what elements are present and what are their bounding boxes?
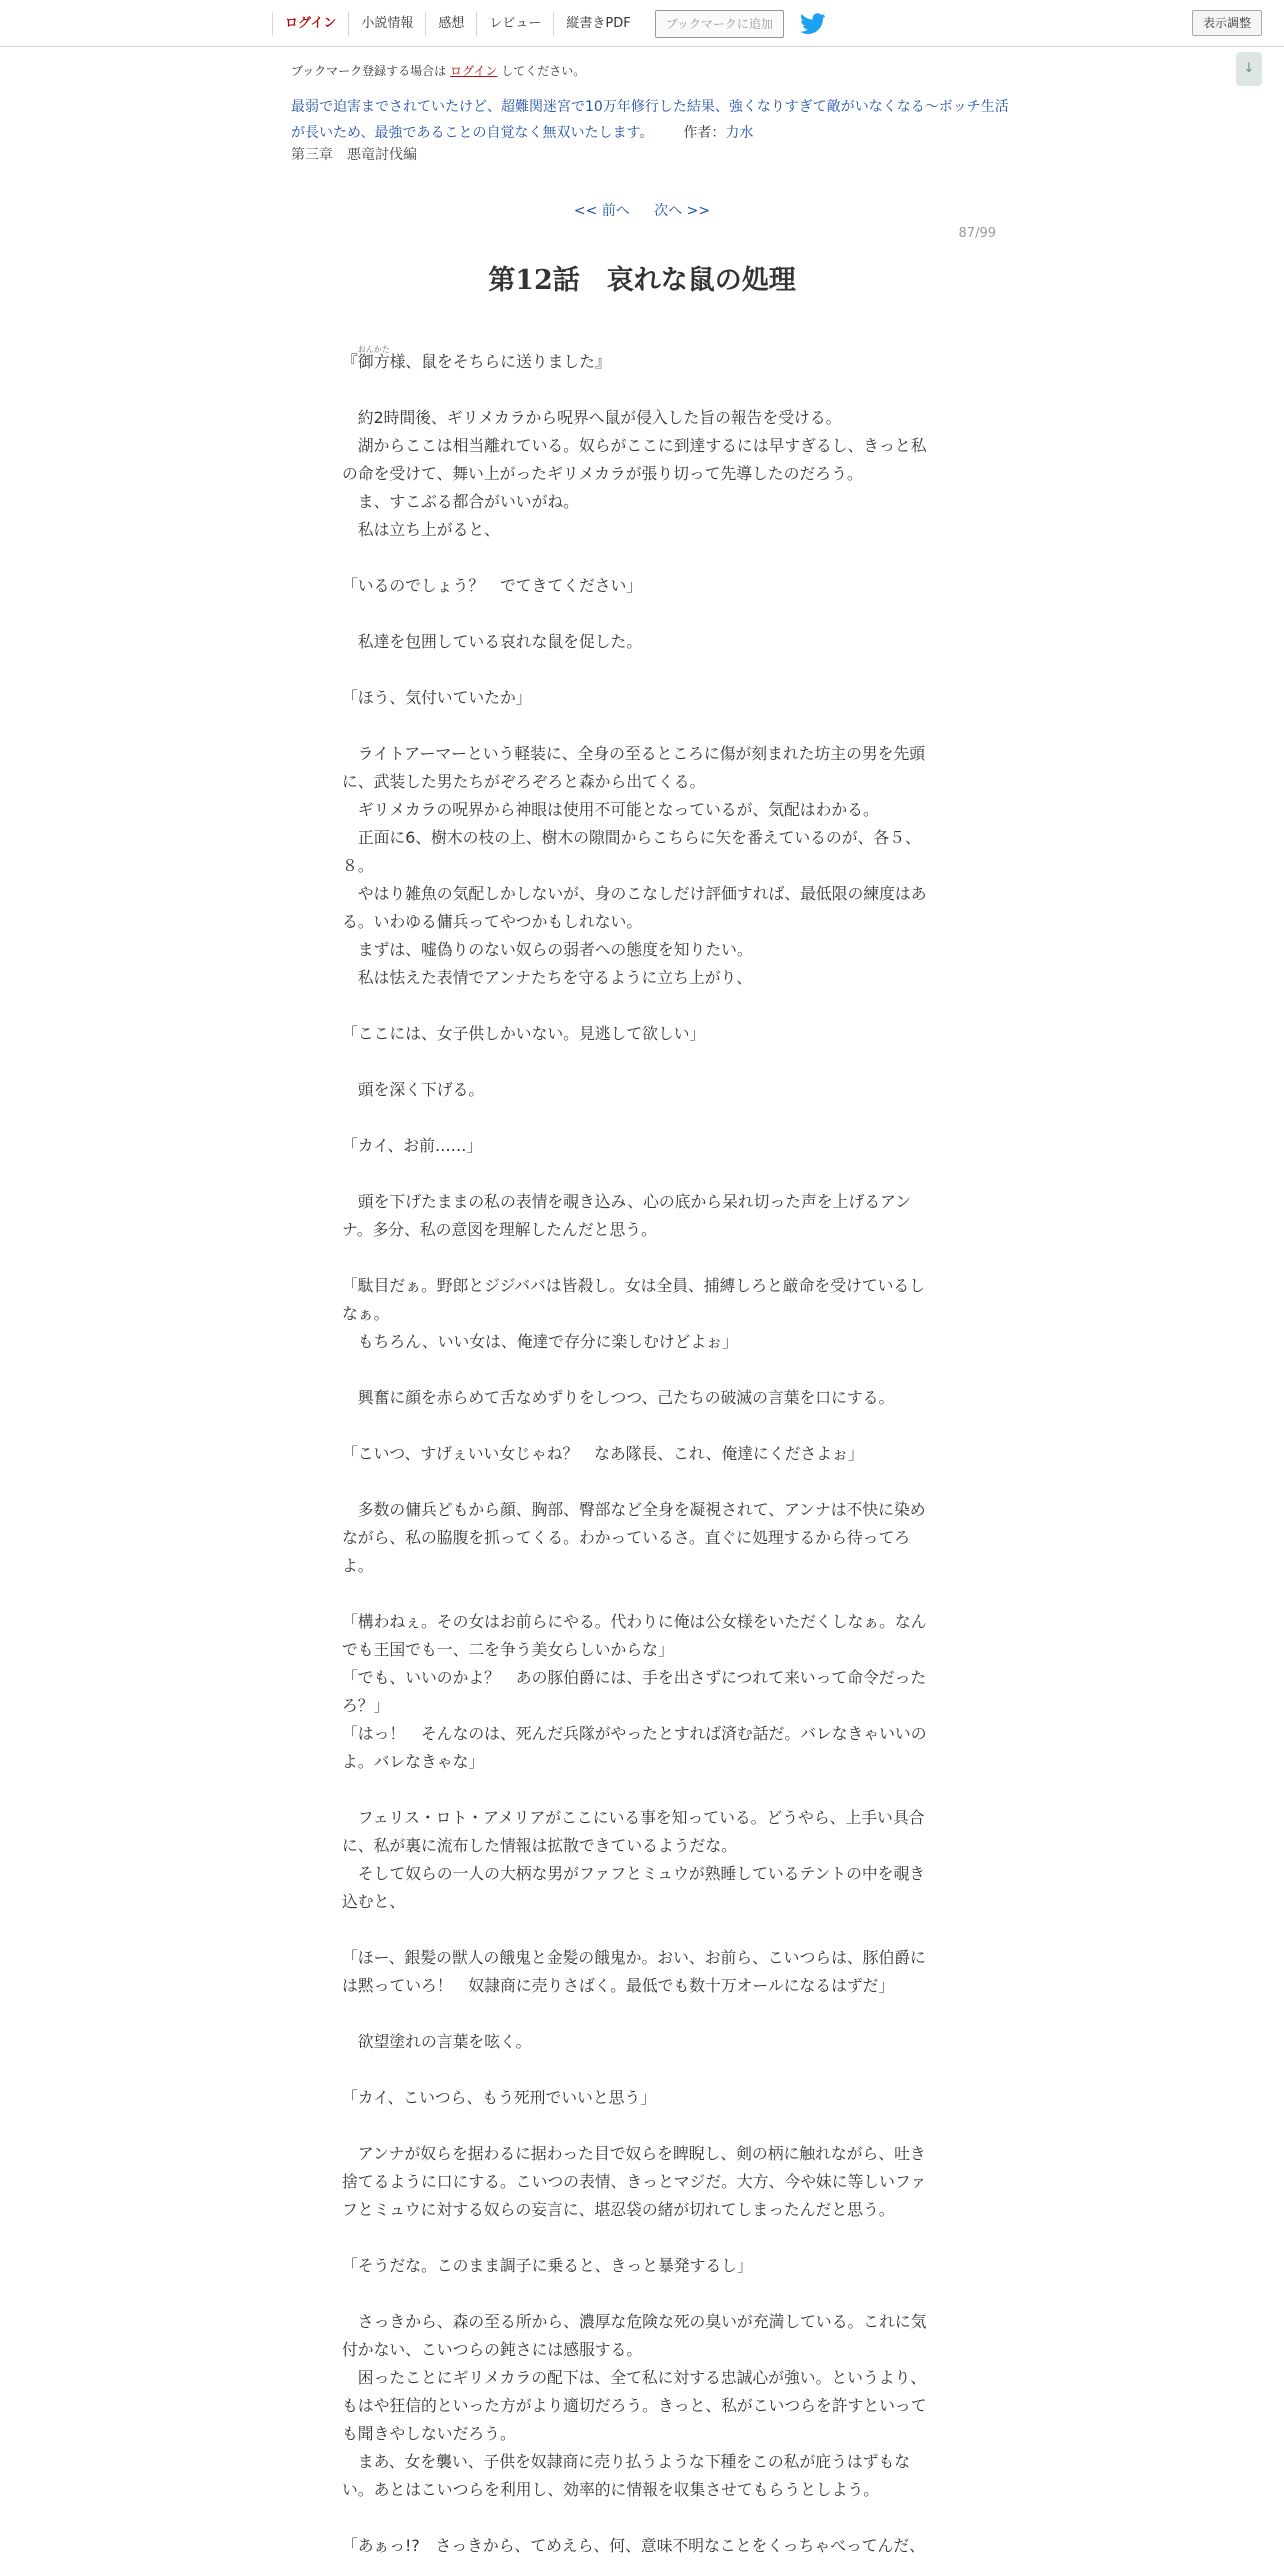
body-paragraph: 「カイ、こいつら、もう死刑でいいと思う」: [342, 2088, 657, 2107]
body-paragraph: 「はっ！ そんなのは、死んだ兵隊がやったとすれば済む話だ。バレなきゃいいのよ。バレなきゃな」: [342, 1724, 927, 1771]
blank-line: [342, 1048, 936, 1076]
author-link[interactable]: 力水: [725, 125, 754, 141]
display-settings-button[interactable]: 表示調整: [1192, 10, 1262, 36]
body-paragraph: 「カイ、お前……」: [342, 1136, 483, 1155]
blank-line: [342, 1356, 936, 1384]
blank-line: [342, 600, 936, 628]
scroll-down-button[interactable]: ↓: [1236, 52, 1262, 86]
body-paragraph: 「あぁっ!? さっきから、てめえら、何、意味不明なことをくっちゃべってんだ、: [342, 2536, 925, 2555]
episode-number-counter: 87/99: [958, 226, 996, 241]
body-paragraph: まあ、女を襲い、子供を奴隷商に売り払うような下種をこの私が庇うはずもない。あとはこいつらを利用し、効率的に情報を収集させてもらうとしよう。: [342, 2452, 911, 2499]
bookmark-notice-text-before: ブックマーク登録する場合は: [291, 64, 447, 78]
body-paragraph: そして奴らの一人の大柄な男がファフとミュウが熟睡しているテントの中を覗き込むと、: [342, 1864, 926, 1911]
body-paragraph: 私達を包囲している哀れな鼠を促した。: [342, 632, 643, 651]
nav-login-link[interactable]: ログイン: [272, 12, 348, 36]
body-paragraph: フェリス・ロト・アメリアがここにいる事を知っている。どうやら、上手い具合に、私が裏に流布した情報は拡散できているようだな。: [342, 1808, 925, 1855]
bookmark-notice-login-link[interactable]: ログイン: [450, 64, 498, 78]
blank-line: [342, 1412, 936, 1440]
blank-line: [342, 1468, 936, 1496]
body-paragraph: 「ほー、銀髪の獣人の餓鬼と金髪の餓鬼か。おい、お前ら、こいつらは、豚伯爵には黙っていろ！ 奴隷商に売りさばく。最低でも数十万オールになるはずだ」: [342, 1948, 926, 1995]
body-paragraph: ま、すこぶる都合がいいがね。: [342, 492, 579, 511]
blank-line: [342, 544, 936, 572]
next-episode-link[interactable]: 次へ >>: [654, 203, 711, 219]
blank-line: [342, 1580, 936, 1608]
body-paragraph: 「そうだな。このまま調子に乗ると、きっと暴発するし」: [342, 2256, 753, 2275]
body-paragraph: ライトアーマーという軽装に、全身の至るところに傷が刻まれた坊主の男を先頭に、武装した男たちがぞろぞろと森から出てくる。: [342, 744, 926, 791]
bookmark-notice-text-after: してください。: [501, 64, 586, 78]
episode-pager: [0, 200, 1284, 220]
blank-line: [342, 1104, 936, 1132]
ruby-reading: おんかた: [357, 345, 390, 354]
blank-line: [342, 1776, 936, 1804]
body-paragraph: 多数の傭兵どもから顔、胸部、臀部など全身を凝視されて、アンナは不快に染めながら、私の脇腹を抓ってくる。わかっているさ。直ぐに処理するから待ってろよ。: [342, 1500, 926, 1575]
body-paragraph: 湖からここは相当離れている。奴らがここに到達するには早すぎるし、きっと私の命を受けて、舞い上がったギリメカラが張り切って先導したのだろう。: [342, 436, 927, 483]
bookmark-login-notice: [291, 62, 585, 79]
body-paragraph: 「でも、いいのかよ？ あの豚伯爵には、手を出さずにつれて来いって命令だったろ？」: [342, 1668, 927, 1715]
nav-vertical-pdf-link[interactable]: 縦書きPDF: [553, 12, 642, 36]
body-paragraph: 欲望塗れの言葉を呟く。: [342, 2032, 532, 2051]
blank-line: [342, 656, 936, 684]
novel-title-area: [291, 94, 1011, 146]
body-paragraph: 「ここには、女子供しかいない。見逃して欲しい」: [342, 1024, 706, 1043]
blank-line: [342, 1244, 936, 1272]
body-paragraph: 困ったことにギリメカラの配下は、全て私に対する忠誠心が強い。というより、もはや狂信的といった方がより適切だろう。きっと、私がこいつらを許すといっても聞きやしないだろう。: [342, 2368, 927, 2443]
nav-menu: [272, 10, 826, 38]
blank-line: [342, 1916, 936, 1944]
chapter-title: 第三章 悪竜討伐編: [291, 147, 417, 163]
body-paragraph: 私は立ち上がると、: [342, 520, 500, 539]
body-paragraph: アンナが奴らを据わるに据わった目で奴らを睥睨し、剣の柄に触れながら、吐き捨てるように口にする。こいつの表情、きっとマジだ。大方、今や妹に等しいファフとミュウに対する奴らの妄言に、堪忍袋の緒が切れてしまったんだと思う。: [342, 2144, 927, 2219]
body-paragraph: もちろん、いい女は、俺達で存分に楽しむけどよぉ」: [342, 1332, 738, 1351]
nav-impressions-link[interactable]: 感想: [425, 12, 476, 36]
body-paragraph: 私は怯えた表情でアンナたちを守るように立ち上がり、: [342, 968, 753, 987]
prev-episode-link[interactable]: << 前へ: [573, 203, 630, 219]
ruby-word: [357, 345, 390, 371]
body-paragraph: 「駄目だぁ。野郎とジジババは皆殺し。女は全員、捕縛しろと厳命を受けているしなぁ。: [342, 1276, 925, 1323]
body-paragraph: 正面に6、樹木の枝の上、樹木の隙間からこちらに矢を番えているのが、各５、８。: [342, 828, 921, 875]
body-paragraph: やはり雑魚の気配しかしないが、身のこなしだけ評価すれば、最低限の練度はある。いわゆる傭兵ってやつかもしれない。: [342, 884, 927, 931]
novel-title-link[interactable]: 最弱で迫害までされていたけど、超難関迷宮で10万年修行した結果、強くなりすぎて敵がいなくなる～ボッチ生活が長いため、最強であることの自覚なく無双いたします。: [291, 99, 1009, 141]
episode-title: 第12話 哀れな鼠の処理: [488, 265, 796, 296]
nav-review-link[interactable]: レビュー: [476, 12, 553, 36]
blank-line: [342, 2112, 936, 2140]
body-paragraph: さっきから、森の至る所から、濃厚な危険な死の臭いが充満している。これに気付かない、こいつらの鈍さには感服する。: [342, 2312, 927, 2359]
blank-line: [342, 2224, 936, 2252]
quote-open: 『: [342, 352, 358, 371]
add-bookmark-button[interactable]: ブックマークに追加: [655, 10, 784, 38]
body-paragraph: 頭を下げたままの私の表情を覗き込み、心の底から呆れ切った声を上げるアンナ。多分、私の意図を理解したんだと思う。: [342, 1192, 912, 1239]
body-paragraph: 「いるのでしょう？ でてきてください」: [342, 576, 643, 595]
body-paragraph: ギリメカラの呪界から神眼は使用不可能となっているが、気配はわかる。: [342, 800, 879, 819]
body-paragraph: 頭を深く下げる。: [342, 1080, 485, 1099]
blank-line: [342, 2000, 936, 2028]
twitter-bird-icon[interactable]: [800, 13, 826, 35]
ruby-base: 御方: [357, 352, 390, 371]
blank-line: [342, 712, 936, 740]
body-paragraph: 約2時間後、ギリメカラから呪界へ鼠が侵入した旨の報告を受ける。: [342, 408, 842, 427]
nav-novel-info-link[interactable]: 小説情報: [348, 12, 425, 36]
first-line-rest: 様、鼠をそちらに送りました』: [389, 352, 611, 371]
top-navigation-bar: [0, 0, 1284, 47]
body-first-line: [342, 345, 936, 376]
body-paragraph: まずは、嘘偽りのない奴らの弱者への態度を知りたい。: [342, 940, 753, 959]
author-label: 作者：: [683, 125, 726, 141]
body-paragraph: 「ほう、気付いていたか」: [342, 688, 532, 707]
body-paragraph: 「構わねぇ。その女はお前らにやる。代わりに俺は公女様をいただくしなぁ。なんでも王国でも一、二を争う美女らしいからな」: [342, 1612, 927, 1659]
blank-line: [342, 2280, 936, 2308]
blank-line: [342, 2056, 936, 2084]
blank-line: [342, 2504, 936, 2532]
body-paragraph: 「こいつ、すげぇいい女じゃね？ なあ隊長、これ、俺達にくださよぉ」: [342, 1444, 864, 1463]
novel-body-text: [342, 345, 936, 2560]
body-paragraph: 興奮に顔を赤らめて舌なめずりをしつつ、己たちの破滅の言葉を口にする。: [342, 1388, 895, 1407]
blank-line: [342, 1160, 936, 1188]
blank-line: [342, 376, 936, 404]
blank-line: [342, 992, 936, 1020]
